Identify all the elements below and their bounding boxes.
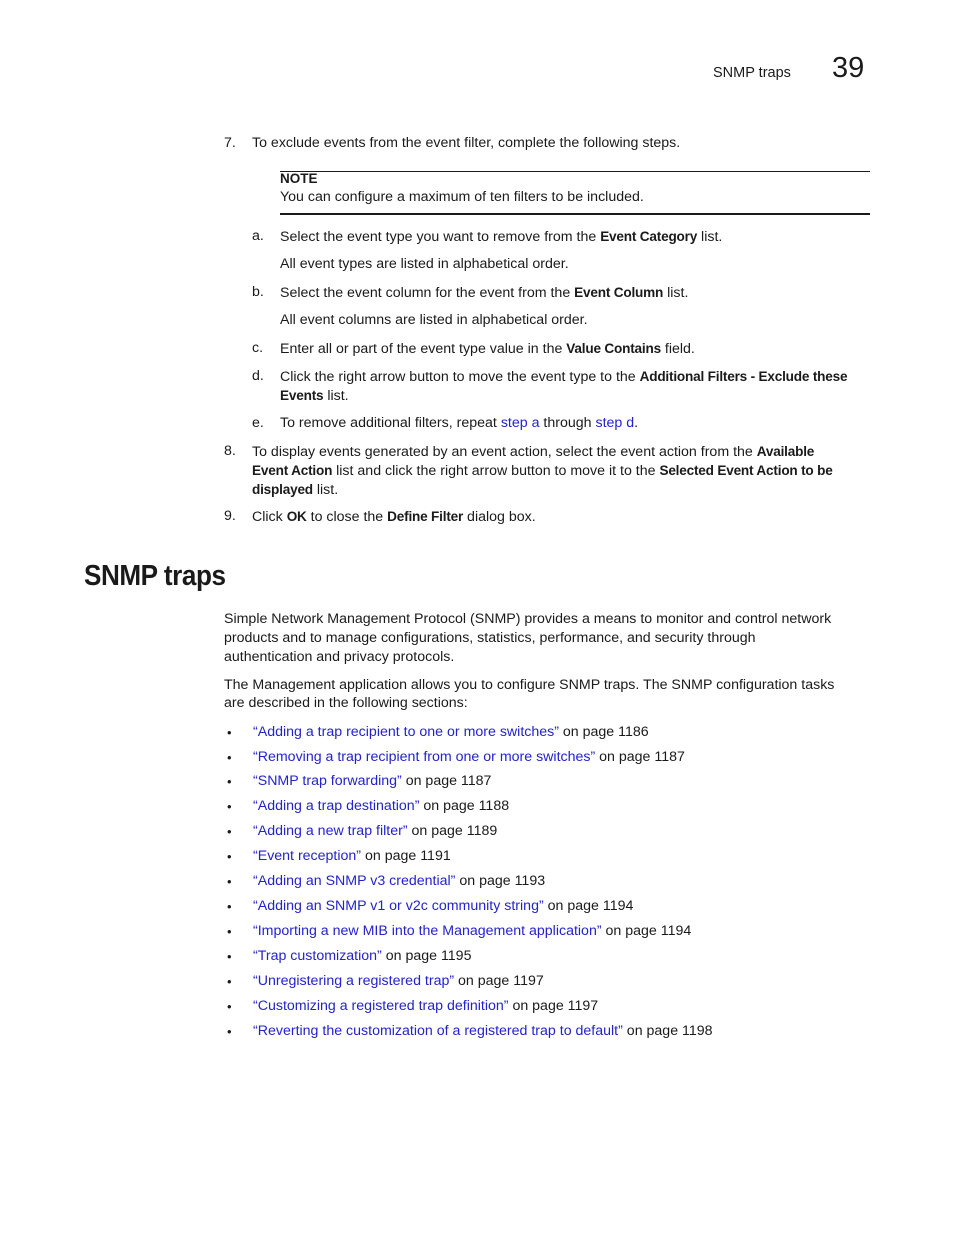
- bullet-icon: •: [227, 849, 232, 864]
- list-item: “Trap customization” on page 1195: [253, 948, 472, 964]
- list-item: “Event reception” on page 1191: [253, 848, 451, 864]
- running-header-title: SNMP traps: [713, 65, 791, 81]
- ui-term: Define Filter: [387, 509, 464, 524]
- ui-term: Value Contains: [566, 341, 661, 356]
- ui-term: OK: [286, 509, 307, 524]
- xref-link[interactable]: “Trap customization”: [253, 948, 382, 964]
- xref-link[interactable]: “Customizing a registered trap definition”: [253, 998, 509, 1014]
- bullet-icon: •: [227, 899, 232, 914]
- substep-e-text: To remove additional filters, repeat step a through step d.: [280, 415, 639, 431]
- step8-line2: Event Action list and click the right arrow button to move it to the Selected Event Action to be: [252, 463, 833, 479]
- ui-term: Event Category: [600, 229, 698, 244]
- substep-c-text: Enter all or part of the event type value in the Value Contains field.: [280, 341, 695, 357]
- list-item: “Removing a trap recipient from one or more switches” on page 1187: [253, 749, 685, 765]
- substep-letter: d.: [252, 368, 264, 384]
- bullet-icon: •: [227, 725, 232, 740]
- list-item: “Reverting the customization of a registered trap to default” on page 1198: [253, 1023, 713, 1039]
- step-number: 7.: [224, 135, 236, 151]
- xref-link[interactable]: “SNMP trap forwarding”: [253, 773, 402, 789]
- ui-term: Events: [280, 388, 324, 403]
- ui-term: Selected Event Action to be: [659, 463, 833, 478]
- step-number: 8.: [224, 443, 236, 459]
- bullet-icon: •: [227, 874, 232, 889]
- ui-term: Available: [756, 444, 815, 459]
- bullet-icon: •: [227, 949, 232, 964]
- paragraph-line: Simple Network Management Protocol (SNMP) provides a means to monitor and control network: [224, 611, 832, 627]
- step-text: To exclude events from the event filter, complete the following steps.: [252, 135, 681, 151]
- bullet-icon: •: [227, 999, 232, 1014]
- note-top-rule: [280, 171, 870, 172]
- ui-term: Additional Filters - Exclude these: [639, 369, 848, 384]
- xref-link[interactable]: “Adding a trap destination”: [253, 798, 420, 814]
- note-bottom-rule: [280, 213, 870, 215]
- list-item: “Adding a new trap filter” on page 1189: [253, 823, 498, 839]
- xref-link[interactable]: “Importing a new MIB into the Management application”: [253, 923, 602, 939]
- list-item: “Importing a new MIB into the Management application” on page 1194: [253, 923, 692, 939]
- paragraph-line: products and to manage configurations, statistics, performance, and security through: [224, 630, 756, 646]
- bullet-icon: •: [227, 774, 232, 789]
- bullet-icon: •: [227, 924, 232, 939]
- list-item: “Adding a trap destination” on page 1188: [253, 798, 510, 814]
- bullet-icon: •: [227, 799, 232, 814]
- chapter-number: 39: [832, 52, 865, 84]
- substep-letter: b.: [252, 284, 264, 300]
- xref-link[interactable]: “Adding an SNMP v3 credential”: [253, 873, 456, 889]
- substep-letter: c.: [252, 340, 264, 356]
- step8-line1: To display events generated by an event action, select the event action from the Available: [252, 444, 815, 460]
- xref-link[interactable]: “Reverting the customization of a registered trap to default”: [253, 1023, 623, 1039]
- list-item: “Adding an SNMP v1 or v2c community string” on page 1194: [253, 898, 634, 914]
- bullet-icon: •: [227, 750, 232, 765]
- substep-b-note: All event columns are listed in alphabetical order.: [280, 312, 588, 328]
- ui-term: displayed: [252, 482, 313, 497]
- section-title: SNMP traps: [84, 560, 226, 592]
- list-item: “Customizing a registered trap definition” on page 1197: [253, 998, 599, 1014]
- bullet-icon: •: [227, 824, 232, 839]
- xref-link[interactable]: “Unregistering a registered trap”: [253, 973, 455, 989]
- bullet-icon: •: [227, 1024, 232, 1039]
- substep-letter: a.: [252, 228, 264, 244]
- ui-term: Event Action: [252, 463, 333, 478]
- list-item: “Unregistering a registered trap” on page 1197: [253, 973, 544, 989]
- xref-link[interactable]: “Adding an SNMP v1 or v2c community string”: [253, 898, 544, 914]
- substep-d-text-line2: Events list.: [280, 388, 349, 404]
- paragraph-line: The Management application allows you to configure SNMP traps. The SNMP configuration tasks: [224, 677, 835, 693]
- substep-d-text-line1: Click the right arrow button to move the event type to the Additional Filters - Exclude these: [280, 369, 848, 385]
- xref-link[interactable]: “Adding a trap recipient to one or more switches”: [253, 724, 559, 740]
- paragraph-line: are described in the following sections:: [224, 695, 468, 711]
- substep-b-text: Select the event column for the event from the Event Column list.: [280, 285, 689, 301]
- xref-link[interactable]: “Removing a trap recipient from one or more switches”: [253, 749, 596, 765]
- step9-text: Click OK to close the Define Filter dialog box.: [252, 509, 536, 525]
- substep-a-text: Select the event type you want to remove from the Event Category list.: [280, 229, 723, 245]
- step-number: 9.: [224, 508, 236, 524]
- substep-letter: e.: [252, 415, 264, 431]
- xref-link[interactable]: “Event reception”: [253, 848, 362, 864]
- note-label: NOTE: [280, 171, 318, 186]
- step-d-link[interactable]: step d: [595, 415, 635, 431]
- substep-a-note: All event types are listed in alphabetical order.: [280, 256, 569, 272]
- paragraph-line: authentication and privacy protocols.: [224, 649, 455, 665]
- list-item: “SNMP trap forwarding” on page 1187: [253, 773, 492, 789]
- note-text: You can configure a maximum of ten filters to be included.: [280, 189, 644, 205]
- xref-link[interactable]: “Adding a new trap filter”: [253, 823, 408, 839]
- list-item: “Adding a trap recipient to one or more switches” on page 1186: [253, 724, 649, 740]
- bullet-icon: •: [227, 974, 232, 989]
- ui-term: Event Column: [574, 285, 664, 300]
- step8-line3: displayed list.: [252, 482, 339, 498]
- step-a-link[interactable]: step a: [500, 415, 540, 431]
- list-item: “Adding an SNMP v3 credential” on page 1193: [253, 873, 546, 889]
